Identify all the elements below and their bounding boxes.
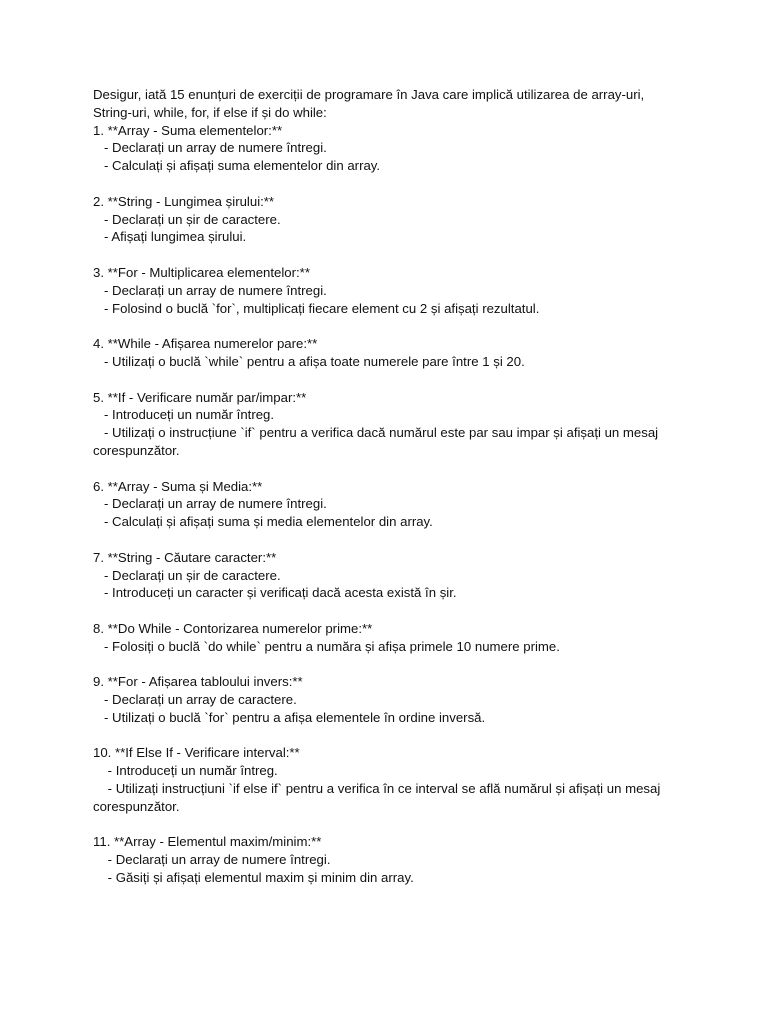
exercise-6 xyxy=(93,478,683,531)
exercise-item: - Declarați un array de numere întregi. xyxy=(93,852,331,868)
exercise-item: - Declarați un array de caractere. xyxy=(93,692,297,708)
exercise-10 xyxy=(93,744,683,815)
exercise-title: 3. **For - Multiplicarea elementelor:** xyxy=(93,264,310,280)
exercise-item: - Declarați un șir de caractere. xyxy=(93,211,281,227)
exercise-item: - Calculați și afișați suma elementelor din array. xyxy=(93,158,381,174)
exercise-item: - Utilizați o buclă `for` pentru a afișa elementele în ordine inversă. xyxy=(93,709,486,725)
exercise-9 xyxy=(93,673,683,726)
exercise-title: 1. **Array - Suma elementelor:** xyxy=(93,122,283,138)
exercise-title: 5. **If - Verificare număr par/impar:** xyxy=(93,389,307,405)
exercise-3 xyxy=(93,264,683,317)
exercise-item: - Declarați un array de numere întregi. xyxy=(93,496,327,512)
exercise-item: - Introduceți un caracter și verificați dacă acesta există în șir. xyxy=(93,585,457,601)
document-content xyxy=(93,86,683,905)
exercise-title: 4. **While - Afișarea numerelor pare:** xyxy=(93,336,318,352)
exercise-title: 8. **Do While - Contorizarea numerelor prime:** xyxy=(93,620,373,636)
exercise-8 xyxy=(93,620,683,656)
exercise-item: - Afișați lungimea șirului. xyxy=(93,229,247,245)
exercise-11 xyxy=(93,833,683,886)
exercise-title: 6. **Array - Suma și Media:** xyxy=(93,478,263,494)
exercise-item: - Introduceți un număr întreg. xyxy=(93,407,275,423)
exercise-4 xyxy=(93,335,683,371)
exercise-item: - Introduceți un număr întreg. xyxy=(93,763,278,779)
exercise-item: - Utilizați o buclă `while` pentru a afișa toate numerele pare între 1 și 20. xyxy=(93,353,525,369)
exercise-5 xyxy=(93,389,683,460)
exercise-item: - Calculați și afișați suma și media elementelor din array. xyxy=(93,514,433,530)
exercise-7 xyxy=(93,549,683,602)
exercise-item: - Folosind o buclă `for`, multiplicați fiecare element cu 2 și afișați rezultatul. xyxy=(93,300,540,316)
exercise-item: - Utilizați instrucțiuni `if else if` pentru a verifica în ce interval se află numărul și afișați un mesaj corespunzător. xyxy=(93,781,664,814)
exercise-1 xyxy=(93,122,683,175)
exercise-item: - Găsiți și afișați elementul maxim și minim din array. xyxy=(93,870,414,886)
exercise-2 xyxy=(93,193,683,246)
exercise-item: - Declarați un array de numere întregi. xyxy=(93,282,327,298)
exercise-item: - Declarați un șir de caractere. xyxy=(93,567,281,583)
exercise-item: - Utilizați o instrucțiune `if` pentru a verifica dacă numărul este par sau impar și afișați un mesaj corespunzător. xyxy=(93,425,662,458)
exercise-title: 10. **If Else If - Verificare interval:** xyxy=(93,745,300,761)
intro-paragraph: Desigur, iată 15 enunțuri de exerciții de programare în Java care implică utilizarea de array-uri, String-uri, while, for, if else if și do while: xyxy=(93,87,648,120)
exercise-item: - Folosiți o buclă `do while` pentru a număra și afișa primele 10 numere prime. xyxy=(93,638,560,654)
exercise-item: - Declarați un array de numere întregi. xyxy=(93,140,327,156)
exercise-title: 11. **Array - Elementul maxim/minim:** xyxy=(93,834,322,850)
exercise-title: 2. **String - Lungimea șirului:** xyxy=(93,193,275,209)
exercise-title: 7. **String - Căutare caracter:** xyxy=(93,549,277,565)
exercise-title: 9. **For - Afișarea tabloului invers:** xyxy=(93,674,303,690)
